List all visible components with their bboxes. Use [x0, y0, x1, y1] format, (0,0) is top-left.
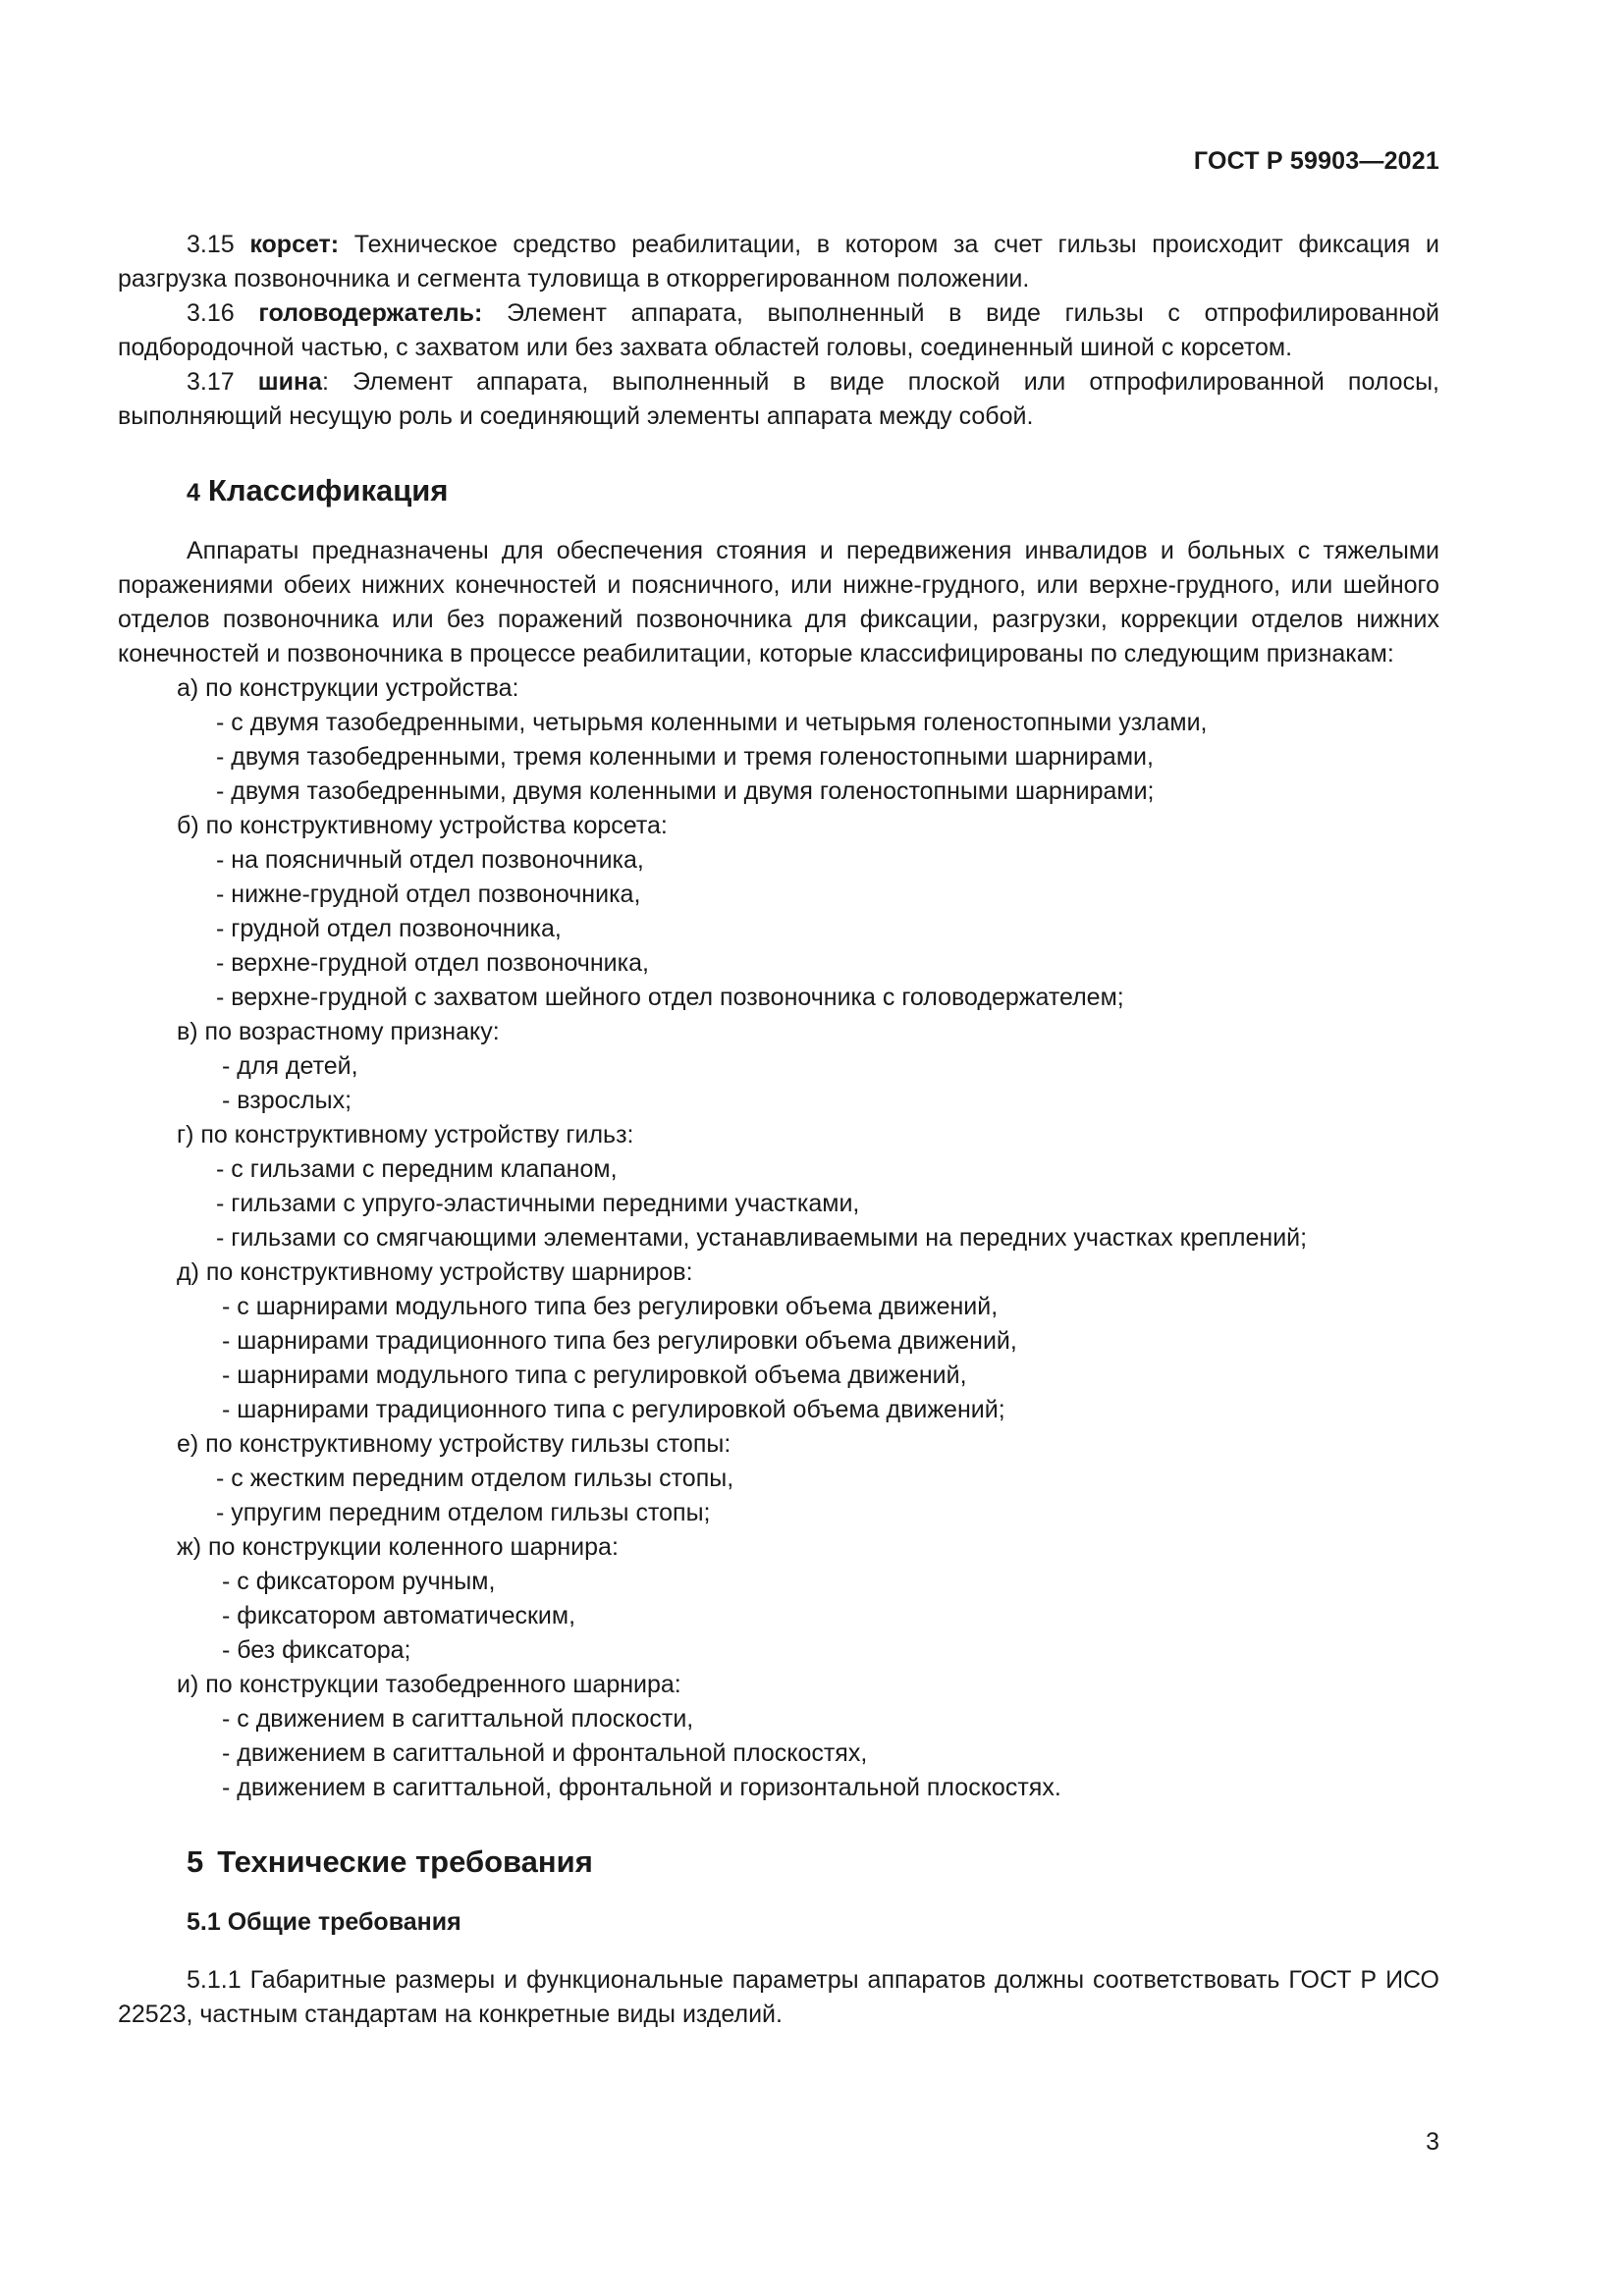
definition-text: Элемент аппарата, выполненный в виде гильзы с отпрофилированной подбородочной частью, с захватом или без захвата областей головы, соединенный шиной с корсетом.: [118, 299, 1440, 361]
definition-number: 3.17: [187, 368, 235, 396]
classification-list-item: - верхне-грудной с захватом шейного отдел позвоночника с головодержателем;: [216, 984, 1124, 1011]
definition-3-16: [118, 296, 1439, 365]
classification-list-item: - с двумя тазобедренными, четырьмя коленными и четырьмя голеностопными узлами,: [216, 709, 1208, 736]
classification-list-item: - с движением в сагиттальной плоскости,: [222, 1705, 694, 1733]
classification-list-item: - верхне-грудной отдел позвоночника,: [216, 949, 649, 977]
section-title: Классификация: [207, 473, 449, 507]
classification-list-item: - гильзами со смягчающими элементами, устанавливаемыми на передних участках креплений;: [216, 1224, 1308, 1252]
classification-list-item: - шарнирами традиционного типа с регулировкой объема движений;: [222, 1396, 1005, 1423]
classification-group-label: е) по конструктивному устройству гильзы стопы:: [177, 1430, 731, 1458]
definition-text: : Элемент аппарата, выполненный в виде плоской или отпрофилированной полосы, выполняющий несущую роль и соединяющий элементы аппарата между собой.: [118, 368, 1439, 430]
classification-list-item: - движением в сагиттальной, фронтальной и горизонтальной плоскостях.: [222, 1774, 1061, 1801]
section-4-heading: [118, 471, 1439, 512]
classification-list-item: - фиксатором автоматическим,: [222, 1602, 576, 1629]
classification-list-item: - без фиксатора;: [222, 1636, 411, 1664]
classification-group-label: д) по конструктивному устройству шарниров:: [177, 1258, 693, 1286]
classification-list-item: - с гильзами с передним клапаном,: [216, 1155, 618, 1183]
subsection-5-1-heading: 5.1 Общие требования: [187, 1908, 461, 1936]
classification-group-label: г) по конструктивному устройству гильз:: [177, 1121, 634, 1148]
classification-list: [118, 671, 1439, 1805]
classification-list-item: - с фиксатором ручным,: [222, 1568, 496, 1595]
classification-list-item: - движением в сагиттальной и фронтальной плоскостях,: [222, 1739, 868, 1767]
section-title: Технические требования: [217, 1844, 593, 1879]
classification-group-label: и) по конструкции тазобедренного шарнира:: [177, 1671, 681, 1698]
classification-list-item: - упругим передним отделом гильзы стопы;: [216, 1499, 711, 1526]
classification-list-item: - грудной отдел позвоночника,: [216, 915, 562, 942]
classification-group-label: а) по конструкции устройства:: [177, 674, 519, 702]
definition-term: корсет:: [249, 231, 340, 258]
document-code: ГОСТ Р 59903—2021: [1193, 147, 1439, 175]
classification-list-item: - двумя тазобедренными, двумя коленными и двумя голеностопными шарнирами;: [216, 777, 1155, 805]
page-number: 3: [1426, 2128, 1439, 2156]
classification-group-label: в) по возрастному признаку:: [177, 1018, 500, 1045]
classification-list-item: - двумя тазобедренными, тремя коленными и тремя голеностопными шарнирами,: [216, 743, 1154, 771]
classification-list-item: - шарнирами традиционного типа без регулировки объема движений,: [222, 1327, 1017, 1355]
definitions-block: [118, 228, 1439, 434]
classification-list-item: - с шарнирами модульного типа без регулировки объема движений,: [222, 1293, 999, 1320]
classification-group-label: б) по конструктивному устройства корсета:: [177, 812, 668, 839]
definition-number: 3.15: [187, 231, 235, 258]
classification-list-item: - гильзами с упруго-эластичными передними участками,: [216, 1190, 860, 1217]
classification-list-item: - для детей,: [222, 1052, 358, 1080]
classification-list-item: - взрослых;: [222, 1087, 352, 1114]
classification-list-item: - с жестким передним отделом гильзы стопы,: [216, 1465, 734, 1492]
classification-list-item: - на поясничный отдел позвоночника,: [216, 846, 644, 874]
clause-5-1-1: 5.1.1 Габаритные размеры и функциональные параметры аппаратов должны соответствовать ГОСТ Р ИСО 22523, частным стандартам на конкретные виды изделий.: [118, 1966, 1439, 2028]
definition-term: головодержатель:: [258, 299, 483, 327]
definition-3-15: [118, 228, 1439, 296]
classification-group-label: ж) по конструкции коленного шарнира:: [177, 1533, 619, 1561]
classification-list-item: - шарнирами модульного типа с регулировкой объема движений,: [222, 1362, 967, 1389]
definition-number: 3.16: [187, 299, 235, 327]
definition-text: Техническое средство реабилитации, в котором за счет гильзы происходит фиксация и разгрузка позвоночника и сегмента туловища в откоррегированном положении.: [118, 231, 1439, 293]
section-5-heading: [118, 1842, 1439, 1882]
page-content: [118, 228, 1439, 2032]
definition-3-17: [118, 365, 1439, 434]
section-number: 5: [187, 1844, 204, 1879]
classification-list-item: - нижне-грудной отдел позвоночника,: [216, 881, 641, 908]
section-number: 4: [187, 479, 200, 507]
definition-term: шина: [257, 368, 322, 396]
section-4-intro: Аппараты предназначены для обеспечения стояния и передвижения инвалидов и больных с тяжелыми поражениями обеих нижних конечностей и поясничного, или нижне-грудного, или верхне-грудного, или шейного отделов позвоночника или без поражений позвоночника для фиксации, разгрузки, коррекции отделов нижних конечностей и позвоночника в процессе реабилитации, которые классифицированы по следующим признакам:: [118, 537, 1439, 667]
